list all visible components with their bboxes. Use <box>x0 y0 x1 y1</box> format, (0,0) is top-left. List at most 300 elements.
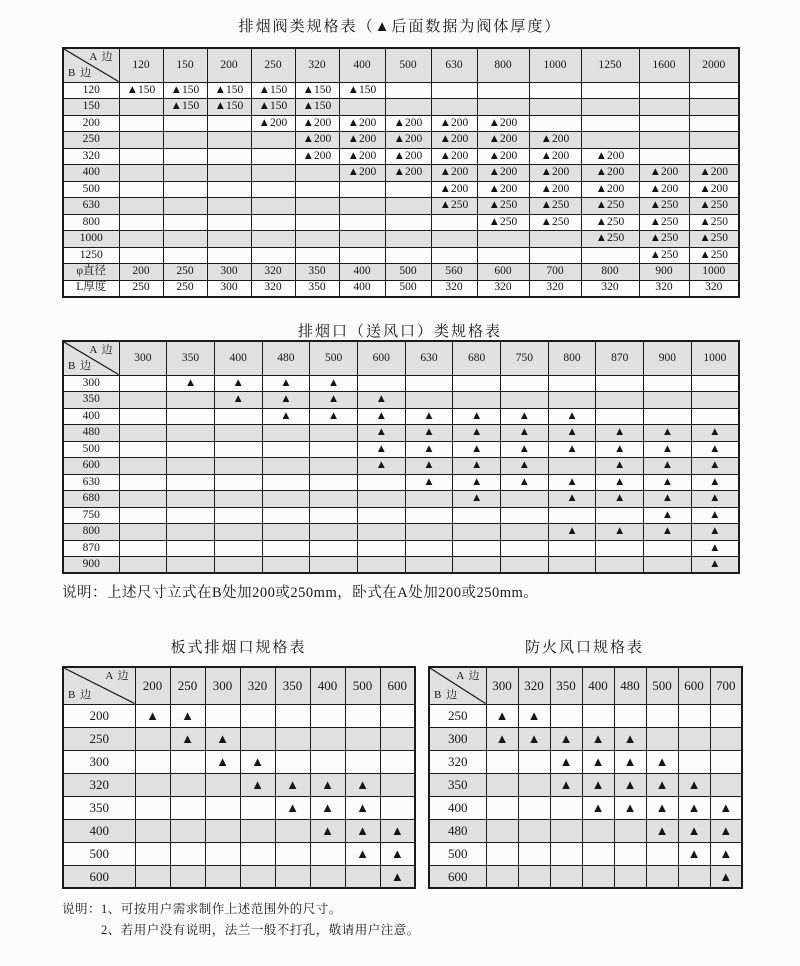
empty-cell <box>529 82 581 99</box>
empty-cell <box>135 842 170 865</box>
empty-cell <box>453 540 501 557</box>
col-header: 300 <box>119 341 167 375</box>
spec-cell: ▲ <box>357 392 405 409</box>
spec-cell: ▲200 <box>477 115 529 132</box>
empty-cell <box>275 819 310 842</box>
col-header: 350 <box>167 341 215 375</box>
spec-cell: ▲ <box>596 491 644 508</box>
spec-cell: 600 <box>477 264 529 281</box>
spec-cell: ▲ <box>550 750 582 773</box>
empty-cell <box>385 99 431 116</box>
spec-cell: ▲ <box>453 408 501 425</box>
empty-cell <box>357 491 405 508</box>
col-header: 120 <box>119 48 163 82</box>
empty-cell <box>251 247 295 264</box>
empty-cell <box>596 507 644 524</box>
empty-cell <box>501 491 549 508</box>
empty-cell <box>380 704 415 727</box>
empty-cell <box>339 99 385 116</box>
col-header: 1600 <box>639 48 689 82</box>
spec-cell: ▲ <box>310 408 358 425</box>
col-header: 300 <box>205 667 240 704</box>
spec-cell: ▲ <box>453 425 501 442</box>
empty-cell <box>310 557 358 574</box>
empty-cell <box>385 214 431 231</box>
spec-cell: ▲200 <box>339 165 385 182</box>
corner-label-a-side: A 边 <box>89 51 114 63</box>
spec-cell: 800 <box>581 264 639 281</box>
spec-cell: ▲ <box>678 796 710 819</box>
col-header: 350 <box>275 667 310 704</box>
empty-cell <box>163 115 207 132</box>
spec-cell: ▲200 <box>477 165 529 182</box>
col-header: 400 <box>214 341 262 375</box>
empty-cell <box>339 247 385 264</box>
empty-cell <box>207 247 251 264</box>
empty-cell <box>295 247 339 264</box>
spec-cell: ▲ <box>453 474 501 491</box>
empty-cell <box>251 181 295 198</box>
empty-cell <box>385 198 431 215</box>
empty-cell <box>548 392 596 409</box>
empty-cell <box>251 165 295 182</box>
empty-cell <box>205 704 240 727</box>
col-header: 500 <box>345 667 380 704</box>
empty-cell <box>550 865 582 888</box>
empty-cell <box>262 441 310 458</box>
empty-cell <box>275 842 310 865</box>
spec-cell: ▲ <box>486 704 518 727</box>
corner-label-b-side: B 边 <box>68 359 93 372</box>
empty-cell <box>119 198 163 215</box>
plate-smoke-outlet-spec-table <box>62 666 416 889</box>
plate-outlet-table-title: 板式排烟口规格表 <box>170 640 307 656</box>
empty-cell <box>646 704 678 727</box>
valve-table-title: 排烟阀类规格表（▲后面数据为阀体厚度） <box>238 19 562 35</box>
spec-cell: ▲ <box>548 441 596 458</box>
empty-cell <box>614 704 646 727</box>
spec-cell: ▲250 <box>639 231 689 248</box>
spec-cell: ▲200 <box>385 165 431 182</box>
smoke-exhaust-outlet-spec-table <box>62 340 740 574</box>
empty-cell <box>295 165 339 182</box>
empty-cell <box>357 375 405 392</box>
spec-cell: ▲ <box>644 458 692 475</box>
spec-cell: ▲ <box>275 773 310 796</box>
spec-cell: ▲ <box>345 842 380 865</box>
spec-cell: ▲ <box>691 474 739 491</box>
empty-cell <box>405 375 453 392</box>
row-header: 200 <box>63 115 119 132</box>
spec-cell: ▲ <box>691 557 739 574</box>
empty-cell <box>548 557 596 574</box>
spec-cell: ▲ <box>646 773 678 796</box>
empty-cell <box>214 425 262 442</box>
spec-cell: ▲150 <box>207 99 251 116</box>
row-header: 400 <box>63 408 119 425</box>
col-header: 500 <box>646 667 678 704</box>
empty-cell <box>170 773 205 796</box>
empty-cell <box>529 247 581 264</box>
empty-cell <box>214 524 262 541</box>
col-header: 250 <box>251 48 295 82</box>
spec-cell: ▲250 <box>529 198 581 215</box>
empty-cell <box>431 214 477 231</box>
row-header: L厚度 <box>63 280 119 297</box>
spec-cell: ▲150 <box>251 82 295 99</box>
col-header: 1000 <box>529 48 581 82</box>
empty-cell <box>405 540 453 557</box>
empty-cell <box>639 132 689 149</box>
empty-cell <box>119 247 163 264</box>
spec-cell: ▲ <box>345 773 380 796</box>
spec-cell: 320 <box>529 280 581 297</box>
row-header: 630 <box>63 198 119 215</box>
spec-cell: ▲ <box>310 819 345 842</box>
empty-cell <box>678 727 710 750</box>
fire-damper-spec-table-host <box>428 666 743 889</box>
empty-cell <box>275 750 310 773</box>
empty-cell <box>501 524 549 541</box>
spec-cell: 320 <box>431 280 477 297</box>
empty-cell <box>214 507 262 524</box>
spec-cell: ▲ <box>262 408 310 425</box>
spec-cell: ▲ <box>501 408 549 425</box>
row-header: 300 <box>429 727 486 750</box>
corner-label-b-side: B 边 <box>68 66 93 79</box>
empty-cell <box>345 750 380 773</box>
empty-cell <box>357 540 405 557</box>
empty-cell <box>596 375 644 392</box>
empty-cell <box>310 458 358 475</box>
spec-cell: ▲200 <box>295 132 339 149</box>
empty-cell <box>710 773 742 796</box>
row-header: 900 <box>63 557 119 574</box>
empty-cell <box>119 181 163 198</box>
row-header: 480 <box>63 425 119 442</box>
spec-cell: ▲200 <box>295 115 339 132</box>
empty-cell <box>205 773 240 796</box>
spec-cell: ▲ <box>548 425 596 442</box>
fire-damper-outlet-spec-table <box>428 666 743 889</box>
empty-cell <box>275 704 310 727</box>
spec-cell: ▲ <box>691 425 739 442</box>
spec-cell: ▲250 <box>581 198 639 215</box>
spec-cell: 250 <box>119 280 163 297</box>
empty-cell <box>135 727 170 750</box>
empty-cell <box>345 704 380 727</box>
spec-cell: ▲ <box>582 727 614 750</box>
spec-cell: 250 <box>163 264 207 281</box>
spec-cell: ▲250 <box>581 214 639 231</box>
empty-cell <box>214 557 262 574</box>
empty-cell <box>205 865 240 888</box>
empty-cell <box>262 557 310 574</box>
empty-cell <box>385 181 431 198</box>
empty-cell <box>581 99 639 116</box>
empty-cell <box>548 375 596 392</box>
empty-cell <box>251 148 295 165</box>
spec-cell: ▲200 <box>529 132 581 149</box>
empty-cell <box>167 507 215 524</box>
col-header: 200 <box>207 48 251 82</box>
spec-cell: ▲ <box>548 408 596 425</box>
col-header: 350 <box>550 667 582 704</box>
row-header: 250 <box>63 132 119 149</box>
spec-cell: ▲ <box>518 704 550 727</box>
empty-cell <box>119 557 167 574</box>
empty-cell <box>614 842 646 865</box>
spec-cell: 250 <box>163 280 207 297</box>
spec-cell: ▲ <box>596 425 644 442</box>
spec-cell: ▲ <box>678 773 710 796</box>
spec-cell: ▲ <box>691 540 739 557</box>
empty-cell <box>529 99 581 116</box>
spec-cell: ▲200 <box>431 181 477 198</box>
spec-cell: ▲ <box>596 441 644 458</box>
spec-cell: ▲ <box>486 727 518 750</box>
empty-cell <box>170 865 205 888</box>
spec-cell: ▲200 <box>431 132 477 149</box>
spec-cell: ▲200 <box>477 132 529 149</box>
row-header: 680 <box>63 491 119 508</box>
empty-cell <box>170 750 205 773</box>
spec-cell: ▲ <box>710 819 742 842</box>
spec-cell: ▲250 <box>689 214 739 231</box>
row-header: 500 <box>63 842 135 865</box>
spec-cell: 300 <box>207 280 251 297</box>
spec-cell: ▲ <box>170 704 205 727</box>
spec-cell: 500 <box>385 280 431 297</box>
empty-cell <box>501 507 549 524</box>
empty-cell <box>644 375 692 392</box>
empty-cell <box>357 507 405 524</box>
spec-cell: ▲200 <box>639 165 689 182</box>
spec-cell: ▲150 <box>163 99 207 116</box>
empty-cell <box>119 132 163 149</box>
col-header: 250 <box>170 667 205 704</box>
empty-cell <box>119 458 167 475</box>
empty-cell <box>167 392 215 409</box>
empty-cell <box>518 750 550 773</box>
empty-cell <box>639 82 689 99</box>
empty-cell <box>310 474 358 491</box>
empty-cell <box>207 148 251 165</box>
empty-cell <box>207 115 251 132</box>
empty-cell <box>214 458 262 475</box>
empty-cell <box>310 727 345 750</box>
row-header: 480 <box>429 819 486 842</box>
empty-cell <box>550 704 582 727</box>
empty-cell <box>262 458 310 475</box>
spec-cell: ▲200 <box>431 165 477 182</box>
row-header: 350 <box>63 392 119 409</box>
spec-cell: ▲250 <box>477 214 529 231</box>
empty-cell <box>167 408 215 425</box>
spec-cell: ▲ <box>310 392 358 409</box>
spec-cell: ▲ <box>614 750 646 773</box>
empty-cell <box>310 865 345 888</box>
col-header: 320 <box>240 667 275 704</box>
spec-cell: ▲150 <box>251 99 295 116</box>
empty-cell <box>207 165 251 182</box>
col-header: 600 <box>678 667 710 704</box>
spec-cell: ▲ <box>405 458 453 475</box>
row-header: 320 <box>63 148 119 165</box>
spec-cell: ▲ <box>691 458 739 475</box>
diagonal-corner-cell <box>429 667 486 704</box>
empty-cell <box>207 214 251 231</box>
col-header: 500 <box>310 341 358 375</box>
empty-cell <box>529 115 581 132</box>
empty-cell <box>691 375 739 392</box>
empty-cell <box>678 750 710 773</box>
empty-cell <box>357 474 405 491</box>
footer-note-line2: 2、若用户没有说明，法兰一般不打孔，敬请用户注意。 <box>101 923 420 937</box>
spec-cell: ▲200 <box>385 115 431 132</box>
empty-cell <box>295 181 339 198</box>
empty-cell <box>163 165 207 182</box>
empty-cell <box>639 99 689 116</box>
row-header: 1000 <box>63 231 119 248</box>
empty-cell <box>689 132 739 149</box>
empty-cell <box>240 865 275 888</box>
empty-cell <box>405 524 453 541</box>
col-header: 900 <box>644 341 692 375</box>
empty-cell <box>486 842 518 865</box>
empty-cell <box>639 115 689 132</box>
spec-cell: ▲ <box>214 375 262 392</box>
empty-cell <box>163 214 207 231</box>
col-header: 1250 <box>581 48 639 82</box>
empty-cell <box>710 727 742 750</box>
spec-cell: ▲200 <box>529 148 581 165</box>
empty-cell <box>710 704 742 727</box>
spec-cell: ▲200 <box>529 165 581 182</box>
empty-cell <box>119 392 167 409</box>
empty-cell <box>345 865 380 888</box>
spec-cell: ▲ <box>596 474 644 491</box>
empty-cell <box>431 231 477 248</box>
spec-cell: ▲ <box>550 773 582 796</box>
col-header: 500 <box>385 48 431 82</box>
footer-notes <box>62 899 420 941</box>
empty-cell <box>582 865 614 888</box>
empty-cell <box>339 181 385 198</box>
spec-cell: ▲ <box>550 727 582 750</box>
spec-cell: ▲ <box>582 796 614 819</box>
empty-cell <box>310 425 358 442</box>
empty-cell <box>119 231 163 248</box>
empty-cell <box>240 727 275 750</box>
empty-cell <box>596 540 644 557</box>
empty-cell <box>163 198 207 215</box>
empty-cell <box>529 231 581 248</box>
empty-cell <box>310 507 358 524</box>
col-header: 2000 <box>689 48 739 82</box>
spec-cell: ▲ <box>453 441 501 458</box>
empty-cell <box>678 704 710 727</box>
empty-cell <box>582 819 614 842</box>
empty-cell <box>207 231 251 248</box>
spec-cell: ▲ <box>501 474 549 491</box>
col-header: 320 <box>295 48 339 82</box>
diagonal-corner-cell <box>63 667 135 704</box>
spec-cell: ▲ <box>262 392 310 409</box>
empty-cell <box>345 727 380 750</box>
col-header: 200 <box>135 667 170 704</box>
col-header: 400 <box>582 667 614 704</box>
empty-cell <box>518 865 550 888</box>
row-header: 300 <box>63 375 119 392</box>
spec-cell: ▲250 <box>529 214 581 231</box>
empty-cell <box>582 842 614 865</box>
empty-cell <box>135 773 170 796</box>
empty-cell <box>550 819 582 842</box>
empty-cell <box>431 82 477 99</box>
empty-cell <box>119 474 167 491</box>
empty-cell <box>295 214 339 231</box>
spec-cell: ▲ <box>380 842 415 865</box>
spec-cell: ▲200 <box>581 148 639 165</box>
spec-cell: ▲ <box>275 796 310 819</box>
empty-cell <box>644 540 692 557</box>
empty-cell <box>691 408 739 425</box>
spec-cell: 1000 <box>689 264 739 281</box>
empty-cell <box>310 750 345 773</box>
spec-cell: ▲200 <box>477 148 529 165</box>
col-header: 630 <box>405 341 453 375</box>
empty-cell <box>167 557 215 574</box>
fire-damper-table-title: 防火风口规格表 <box>524 640 644 656</box>
row-header: 150 <box>63 99 119 116</box>
col-header: 1000 <box>691 341 739 375</box>
col-header: 870 <box>596 341 644 375</box>
spec-cell: ▲ <box>380 819 415 842</box>
spec-cell: ▲ <box>582 750 614 773</box>
empty-cell <box>581 82 639 99</box>
empty-cell <box>550 796 582 819</box>
dimension-note: 说明：上述尺寸立式在B处加200或250mm，卧式在A处加200或250mm。 <box>62 585 539 601</box>
spec-cell: ▲ <box>644 474 692 491</box>
empty-cell <box>380 750 415 773</box>
row-header: 870 <box>63 540 119 557</box>
empty-cell <box>678 865 710 888</box>
spec-cell: ▲ <box>596 524 644 541</box>
empty-cell <box>385 82 431 99</box>
empty-cell <box>582 704 614 727</box>
empty-cell <box>581 247 639 264</box>
spec-cell: ▲ <box>214 392 262 409</box>
spec-cell: ▲ <box>710 865 742 888</box>
empty-cell <box>614 819 646 842</box>
spec-cell: ▲ <box>678 842 710 865</box>
corner-label-b-side: B 边 <box>434 688 459 701</box>
empty-cell <box>644 557 692 574</box>
spec-cell: ▲ <box>614 727 646 750</box>
spec-cell: ▲250 <box>639 198 689 215</box>
spec-cell: ▲250 <box>477 198 529 215</box>
spec-cell: ▲ <box>614 796 646 819</box>
smoke-exhaust-valve-spec-table <box>62 47 740 298</box>
empty-cell <box>689 115 739 132</box>
spec-cell: ▲150 <box>339 82 385 99</box>
spec-cell: 900 <box>639 264 689 281</box>
empty-cell <box>262 474 310 491</box>
empty-cell <box>486 750 518 773</box>
spec-cell: ▲200 <box>339 148 385 165</box>
diagonal-corner-cell <box>63 341 119 375</box>
